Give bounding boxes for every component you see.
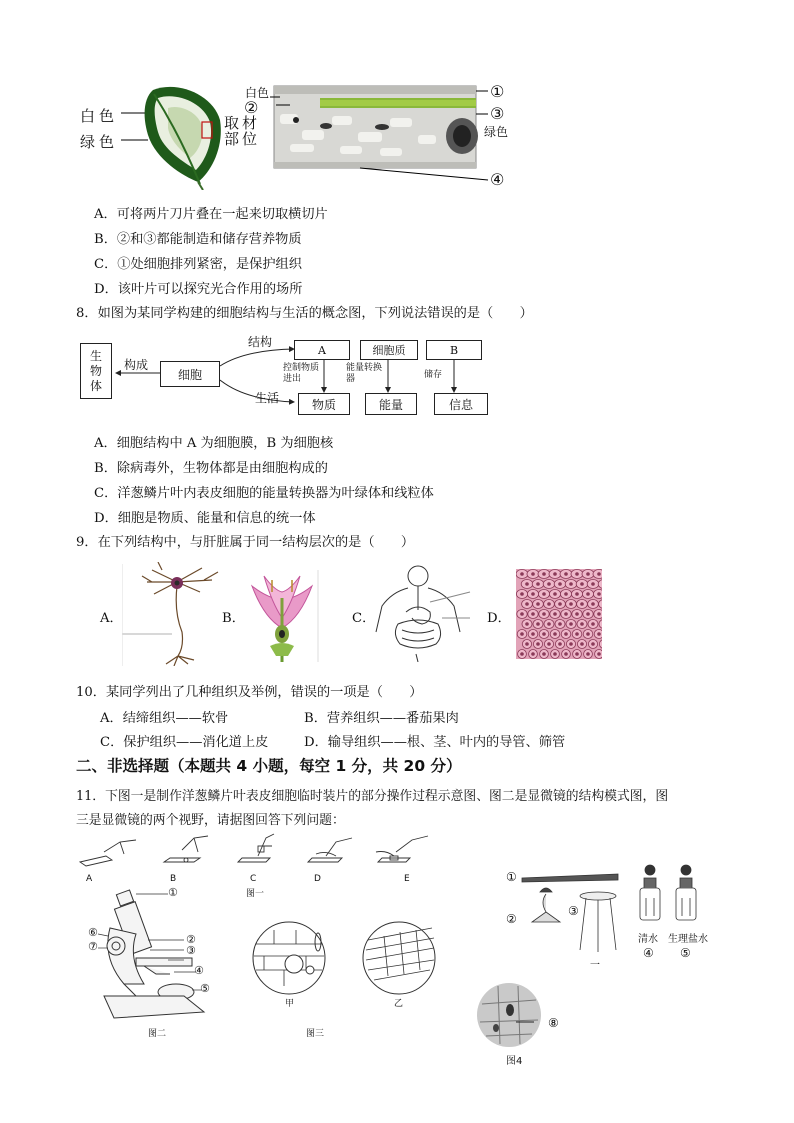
tool-num-1: ① xyxy=(506,870,517,884)
q10-option-c: C．保护组织——消化道上皮 xyxy=(100,735,269,750)
section-num-3: ③ xyxy=(490,104,505,123)
saline-label: 生理盐水 xyxy=(668,934,708,945)
mic-num-4: ④ xyxy=(194,964,204,977)
matter-box: 物质 xyxy=(298,393,350,415)
box-b: B xyxy=(426,340,482,360)
section-num-1: ① xyxy=(490,82,505,101)
mic-num-5: ⑤ xyxy=(200,982,210,995)
step-label-a: A xyxy=(86,874,93,884)
q9-label-d: D． xyxy=(487,611,511,626)
q9-label-a: A． xyxy=(100,611,123,626)
fig4-micrograph xyxy=(476,982,542,1048)
step-label-c: C xyxy=(250,874,257,884)
tool-num-4: ④ xyxy=(643,946,654,960)
step-label-e: E xyxy=(404,874,410,884)
q10-option-d: D．输导组织——根、茎、叶内的导管、筛管 xyxy=(304,735,566,750)
step-label-b: B xyxy=(170,874,177,884)
q10-option-b: B．营养组织——番茄果肉 xyxy=(304,711,459,726)
sample-label-1: 取材 xyxy=(224,114,261,132)
mic-num-3: ③ xyxy=(186,944,196,957)
mic-num-6: ⑥ xyxy=(88,926,98,939)
mic-num-7: ⑦ xyxy=(88,940,98,953)
life-label: 生活 xyxy=(255,391,280,405)
tool-dash: 一 xyxy=(590,960,600,971)
q8-option-d: D．细胞是物质、能量和信息的统一体 xyxy=(94,511,316,526)
energy-box: 能量 xyxy=(365,393,417,415)
q8-option-c: C．洋葱鳞片叶内表皮细胞的能量转换器为叶绿体和线粒体 xyxy=(94,486,434,501)
microscope-image xyxy=(84,888,224,1026)
fig4-num-8: ⑧ xyxy=(548,1016,559,1030)
section-white-label: 白色 xyxy=(245,86,270,100)
box-a: A xyxy=(294,340,350,360)
cell-box: 细胞 xyxy=(160,361,220,387)
q9-stem: 9．在下列结构中，与肝脏属于同一结构层次的是（ ） xyxy=(76,535,415,550)
fig4-caption: 图4 xyxy=(506,1056,523,1067)
fig1-steps xyxy=(76,832,456,872)
section-num-2: ② xyxy=(244,98,259,117)
fig1-caption: 图一 xyxy=(246,889,265,899)
q9-label-b: B． xyxy=(222,611,245,626)
neuron-image xyxy=(122,562,222,666)
q10-option-a: A．结缔组织——软骨 xyxy=(100,711,229,726)
q8-option-a: A．细胞结构中 A 为细胞膜，B 为细胞核 xyxy=(94,436,334,451)
q7-option-d: D．该叶片可以探究光合作用的场所 xyxy=(94,282,303,297)
q7-option-c: C．①处细胞排列紧密，是保护组织 xyxy=(94,257,302,272)
compose-label: 构成 xyxy=(124,358,149,372)
fig2-caption: 图二 xyxy=(148,1029,167,1039)
leaf-white-label: 白色 xyxy=(80,107,119,125)
organism-box: 生物体 xyxy=(80,343,112,399)
store-label: 储存 xyxy=(424,370,443,380)
water-label: 清水 xyxy=(638,934,658,945)
q7-option-b: B．②和③都能制造和储存营养物质 xyxy=(94,232,302,247)
tool-num-5: ⑤ xyxy=(680,946,691,960)
cytoplasm-box: 细胞质 xyxy=(360,340,418,360)
view-jia xyxy=(244,920,334,996)
q10-stem: 10．某同学列出了几种组织及举例，错误的一项是（ ） xyxy=(76,685,423,700)
section2-title: 二、非选择题（本题共 4 小题，每空 1 分，共 20 分） xyxy=(76,757,462,775)
sample-label-2: 部位 xyxy=(224,130,261,148)
step-label-d: D xyxy=(314,874,321,884)
q8-stem: 8．如图为某同学构建的细胞结构与生活的概念图，下列说法错误的是（ ） xyxy=(76,306,533,321)
tool-num-3: ③ xyxy=(568,904,579,918)
q8-option-b: B．除病毒外，生物体都是由细胞构成的 xyxy=(94,461,328,476)
epithelial-tissue-image xyxy=(516,569,602,659)
view-yi xyxy=(354,920,444,996)
leaf-cross-section xyxy=(240,80,510,190)
digestive-system-image xyxy=(372,562,492,662)
leaf-green-label: 绿色 xyxy=(80,133,119,151)
q9-label-c: C． xyxy=(352,611,376,626)
section-green-label: 绿色 xyxy=(484,125,509,139)
energy-conv-label: 能量转换器 xyxy=(346,363,383,384)
control-label: 控制物质进出 xyxy=(283,363,320,384)
section-num-4: ④ xyxy=(490,170,505,189)
leaf-image xyxy=(118,80,228,190)
tool-num-2: ② xyxy=(506,912,517,926)
mic-num-2: ② xyxy=(186,933,196,946)
view-yi-label: 乙 xyxy=(394,999,404,1009)
q7-option-a: A．可将两片刀片叠在一起来切取横切片 xyxy=(94,207,328,222)
q11-stem-line1: 11．下图一是制作洋葱鳞片叶表皮细胞临时装片的部分操作过程示意图、图二是显微镜的结构模式图，图 xyxy=(76,789,669,804)
info-box: 信息 xyxy=(434,393,488,415)
q11-stem-line2: 三是显微镜的两个视野，请据图回答下列问题： xyxy=(76,813,345,828)
view-jia-label: 甲 xyxy=(285,999,295,1009)
mic-num-1: ① xyxy=(168,886,178,899)
flower-image xyxy=(242,568,322,662)
fig3-caption: 图三 xyxy=(306,1029,325,1039)
structure-label: 结构 xyxy=(248,335,273,349)
